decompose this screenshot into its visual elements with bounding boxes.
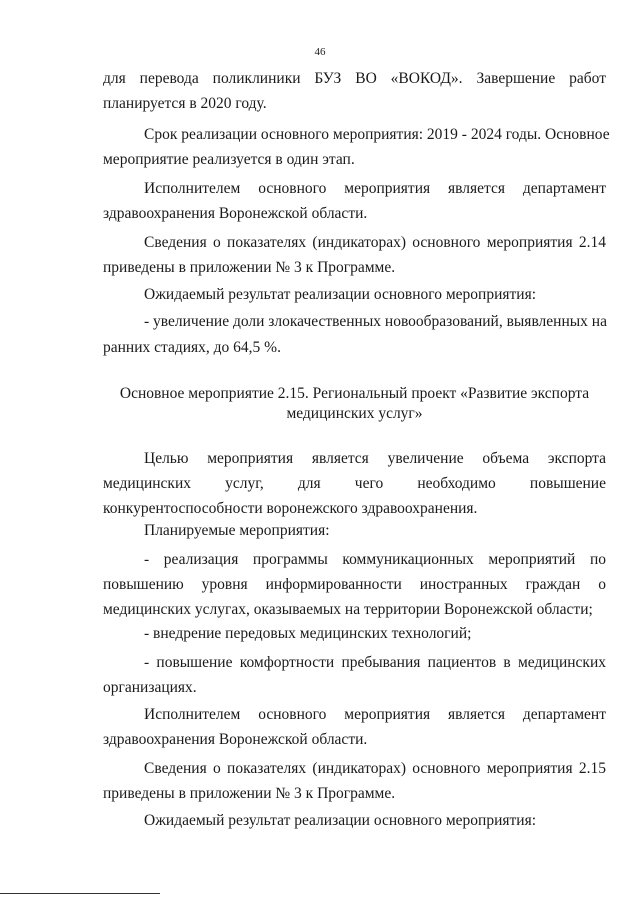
- text-line: конкурентоспособности воронежского здравоохранения.: [103, 500, 478, 517]
- text-line: Ожидаемый результат реализации основного мероприятия:: [144, 812, 537, 829]
- text-line: - повышение комфортности пребывания пациентов в медицинских: [144, 654, 606, 671]
- text-line: Сведения о показателях (индикаторах) основного мероприятия 2.14: [144, 234, 606, 251]
- text-line: Исполнителем основного мероприятия является департамент: [144, 706, 606, 723]
- text-line: Планируемые мероприятия:: [144, 522, 330, 539]
- page-number: 46: [314, 46, 326, 58]
- text-line: здравоохранения Воронежской области.: [103, 205, 368, 222]
- section-heading: медицинских услуг»: [286, 405, 423, 422]
- text-line: Ожидаемый результат реализации основного мероприятия:: [144, 286, 537, 303]
- text-line: для перевода поликлиники БУЗ ВО «ВОКОД». Завершение работ: [103, 70, 606, 87]
- text-line: повышению уровня информированности иностранных граждан о: [103, 576, 606, 593]
- text-line: Срок реализации основного мероприятия: 2019 - 2024 годы. Основное: [144, 126, 610, 143]
- text-line: Исполнителем основного мероприятия является департамент: [144, 180, 606, 197]
- section-heading: Основное мероприятие 2.15. Региональный проект «Развитие экспорта: [119, 385, 590, 402]
- text-line: - увеличение доли злокачественных новообразований, выявленных на: [144, 313, 607, 330]
- text-line: приведены в приложении № 3 к Программе.: [103, 785, 396, 802]
- text-line: Сведения о показателях (индикаторах) основного мероприятия 2.15: [144, 760, 606, 777]
- text-line: приведены в приложении № 3 к Программе.: [103, 259, 396, 276]
- text-line: медицинских услугах, оказываемых на территории Воронежской области;: [103, 601, 593, 618]
- text-line: планируется в 2020 году.: [103, 95, 267, 112]
- text-line: организациях.: [103, 679, 197, 696]
- text-line: Целью мероприятия является увеличение объема экспорта: [144, 450, 606, 467]
- text-line: - внедрение передовых медицинских технологий;: [144, 625, 472, 642]
- text-line: ранних стадиях, до 64,5 %.: [103, 339, 281, 356]
- text-line: здравоохранения Воронежской области.: [103, 731, 368, 748]
- page-bottom-rule: [0, 893, 160, 894]
- text-line: - реализация программы коммуникационных мероприятий по: [144, 551, 606, 568]
- text-line: медицинских услуг, для чего необходимо повышение: [103, 475, 606, 492]
- text-line: мероприятие реализуется в один этап.: [103, 151, 355, 168]
